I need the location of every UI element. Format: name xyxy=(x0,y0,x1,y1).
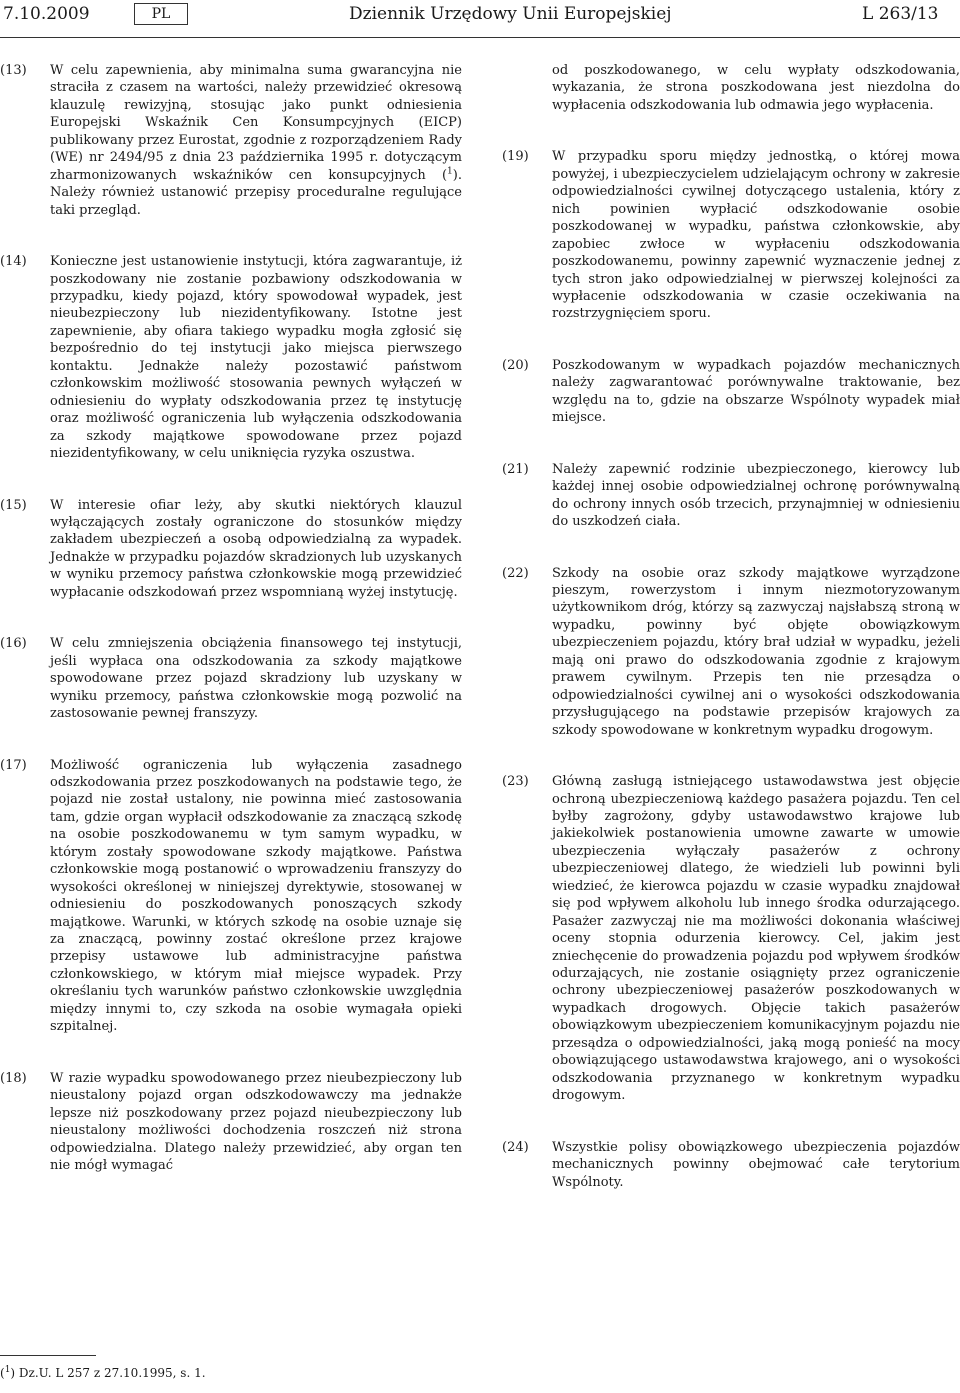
recital-number: (17) xyxy=(0,757,27,773)
recital-number: (16) xyxy=(0,636,27,652)
recital-text: W razie wypadku spowodowanego przez nieubezpieczony lub nieustalony pojazd organ odszkodowawczy ma jednakże lepsze niż poszkodowany przez pojazd nieubezpieczony lub nieustalony możliwości dochodzenia roszczeń niż strona odpowiedzialna. Dlatego należy przewidzieć, aby organ ten nie mógł wymagać xyxy=(50,1070,462,1174)
recital-number: (13) xyxy=(0,63,27,78)
recital-number: (14) xyxy=(0,254,27,270)
journal-title: Dziennik Urzędowy Unii Europejskiej xyxy=(349,4,672,24)
recital-number: (15) xyxy=(0,497,27,513)
recital-18 xyxy=(0,1070,462,1175)
recital-23 xyxy=(502,773,960,1105)
recital-20 xyxy=(502,357,960,427)
recital-text: W celu zapewnienia, aby minimalna suma gwarancyjna nie straciła z czasem na wartości, należy przewidzieć okresową klauzulę rewizyjną, stosując jako punkt odniesienia Europejski Wskaźnik Cen Konsumpcyjnych (EICP) publikowany przez Eurostat, zgodnie z rozporządzeniem Rady (WE) nr 2494/95 z dnia 23 października 1995 r. dotyczącym zharmonizowanych wskaźników cen konsupcyjnych ($^1$). Należy również ustanowić przepisy proceduralne regulujące taki przegląd. xyxy=(50,63,462,218)
footnote-mark: 1 xyxy=(4,1365,11,1375)
recital-text: W interesie ofiar leży, aby skutki niektórych klauzul wyłączających zostały ograniczone do stosunków między zakładem ubezpieczeń a osobą odpowiedzialną za wypadek. Jednakże w przypadku pojazdów skradzionych lub uzyskanych w wyniku przemocy państwa członkowskie mogą przewidzieć wypłacanie odszkodowań przez wspomnianą wyżej instytucję. xyxy=(50,497,462,600)
recital-text: Możliwość ograniczenia lub wyłączenia zasadnego odszkodowania przez poszkodowanych na podstawie tego, że pojazd nie został ustalony, nie powinna mieć zastosowania tam, gdzie organ wypłacił odszkodowanie za znaczącą szkodę na osobie poszkodowanemu w tym samym wypadku, w którym zostały spowodowane szkody majątkowe. Państwa członkowskie mogą postanowić o wprowadzeniu franszyzy do wysokości określonej w niniejszej dyrektywie, stosowanej w odniesieniu do poszkodowanych ponoszących szkody majątkowe. Warunki, w których szkodę na osobie uznaje się za znaczącą, powinny zostać określone przez krajowe przepisy ustawowe lub administracyjne państwa członkowskiego, w którym miał miejsce wypadek. Przy określaniu tych warunków państwo członkowskie uwzględnia między innymi to, czy szkoda na osobie wymagała opieki szpitalnej. xyxy=(50,757,462,1035)
recital-14 xyxy=(0,253,462,462)
recital-text: Wszystkie polisy obowiązkowego ubezpieczenia pojazdów mechanicznych powinny obejmować całe terytorium Wspólnoty. xyxy=(552,1139,960,1190)
recital-number: (20) xyxy=(502,357,529,373)
recital-22 xyxy=(502,565,960,740)
footnote-text: Dz.U. L 257 z 27.10.1995, s. 1. xyxy=(18,1366,206,1380)
recital-text: Główną zasługą istniejącego ustawodawstwa jest objęcie ochroną ubezpieczeniową każdego pasażera pojazdu. Ten cel byłby zagrożony, gdyby ustawodawstwo krajowe lub jakiekolwiek postanowienia umowne zawarte w umowie ubezpieczenia wyłączały pasażerów z ochrony ubezpieczeniowej dlatego, że wiedzieli lub powinni byli wiedzieć, że kierowca pojazdu w czasie wypadku znajdował się pod wpływem alkoholu lub innego środka odurzającego. Pasażer zazwyczaj nie ma możliwości dokonania właściwej oceny stopnia odurzenia kierowcy. Cel, jakim jest zniechęcenie do prowadzenia pojazdu pod wpływem środków odurzających, nie zostanie osiągnięty przez ograniczenie ochrony ubezpieczeniowej pasażerów poszkodowanych w wypadkach drogowych. Objęcie takich pasażerów obowiązkowym ubezpieczeniem komunikacyjnym pojazdu nie przesądza o odpowiedzialności, jaką mogą ponieść na mocy obowiązującego ustawodawstwa krajowego, ani o wysokości odszkodowania przyznanego w konkretnym wypadku drogowym. xyxy=(552,774,960,1104)
recital-18-continuation: od poszkodowanego, w celu wypłaty odszkodowania, wykazania, że strona poszkodowana jest niezdolna do wypłacenia odszkodowania lub odmawia jego wypłacenia. xyxy=(552,63,960,113)
recital-number: (24) xyxy=(502,1139,529,1155)
recital-15 xyxy=(0,497,462,602)
recital-text: W celu zmniejszenia obciążenia finansowego tej instytucji, jeśli wypłaca ona odszkodowania za szkody majątkowe spowodowane przez pojazd skradziony lub uzyskany w wyniku przemocy, państwa członkowskie mogą pozwolić na zastosowanie pewnej franszyzy. xyxy=(50,636,462,722)
header-rule xyxy=(0,37,960,38)
recital-13 xyxy=(0,62,462,219)
recital-text: W przypadku sporu między jednostką, o której mowa powyżej, i ubezpieczycielem udzielającym ochrony w zakresie odpowiedzialności cywilnej dotyczącego ustalenia, który z nich powinien wypłacić odszkodowanie osobie poszkodowanej w wypadku, państwa członkowskie, aby zapobiec zwłoce w wypłaceniu odszkodowania poszkodowanemu, powinny zapewnić wyznaczenie jednej z tych stron jako odpowiedzialnej w pierwszej kolejności za wypłacenie odszkodowania w czasie oczekiwania na rozstrzygnięciem sporu. xyxy=(552,149,960,322)
language-badge: PL xyxy=(134,3,188,25)
right-column xyxy=(502,62,960,1225)
footnote-rule xyxy=(0,1355,96,1356)
header-date: 7.10.2009 xyxy=(3,4,90,24)
recital-number: (18) xyxy=(0,1070,27,1086)
recital-17 xyxy=(0,757,462,1036)
footnote: ($^1$) Dz.U. L 257 z 27.10.1995, s. 1. xyxy=(0,1365,206,1380)
recital-16 xyxy=(0,635,462,722)
recital-number: (21) xyxy=(502,461,529,477)
recital-19 xyxy=(502,148,960,323)
recital-text: Szkody na osobie oraz szkody majątkowe wyrządzone pieszym, rowerzystom i innym niezmotoryzowanym użytkownikom dróg, którzy są zazwyczaj najsłabszą stroną w wypadku, powinny być objęte obowiązkowym ubezpieczeniem pojazdu, który brał udział w wypadku, jeżeli mają oni prawo do odszkodowania zgodnie z krajowym prawem cywilnym. Przepis ten nie przesądza o odpowiedzialności cywilnej ani o wysokości odszkodowania przysługującego na podstawie przepisów krajowych za szkody spowodowane w konkretnym wypadku drogowym. xyxy=(552,565,960,738)
footnote-ref[interactable]: 1 xyxy=(447,166,453,177)
recital-text: Konieczne jest ustanowienie instytucji, która zagwarantuje, iż poszkodowany nie zostanie pozbawiony odszkodowania w przypadku, kiedy pojazd, który spowodował wypadek, jest nieubezpieczony lub niezidentyfikowany. Istotne jest zapewnienie, aby ofiara takiego wypadku mogła zgłosić się bezpośrednio do tej instytucji jako miejsca pierwszego kontaktu. Jednakże należy pozostawić państwom członkowskim możliwość stosowania pewnych wyłączeń w odniesieniu do wypłaty odszkodowania przez tę instytucję oraz możliwość ograniczenia lub wyłączenia odszkodowania za szkody majątkowe spowodowane przez pojazd niezidentyfikowany, w celu uniknięcia ryzyka oszustwa. xyxy=(50,254,462,462)
recital-text: Poszkodowanym w wypadkach pojazdów mechanicznych należy zagwarantować porównywalne traktowanie, bez względu na to, gdzie na obszarze Wspólnoty wypadek miał miejsce. xyxy=(552,357,960,426)
recital-21 xyxy=(502,461,960,531)
recital-number: (22) xyxy=(502,565,529,581)
recital-number: (19) xyxy=(502,149,529,165)
left-column xyxy=(0,62,462,1208)
recital-24 xyxy=(502,1139,960,1191)
page-header xyxy=(0,0,960,44)
recital-number: (23) xyxy=(502,774,529,790)
recital-text: Należy zapewnić rodzinie ubezpieczonego, kierowcy lub każdej innej osobie odpowiedzialnej ochronę porównywalną do ochrony innych osób trzecich, przynajmniej w odniesieniu do uszkodzeń ciała. xyxy=(552,461,960,530)
page-number: L 263/13 xyxy=(862,4,939,24)
